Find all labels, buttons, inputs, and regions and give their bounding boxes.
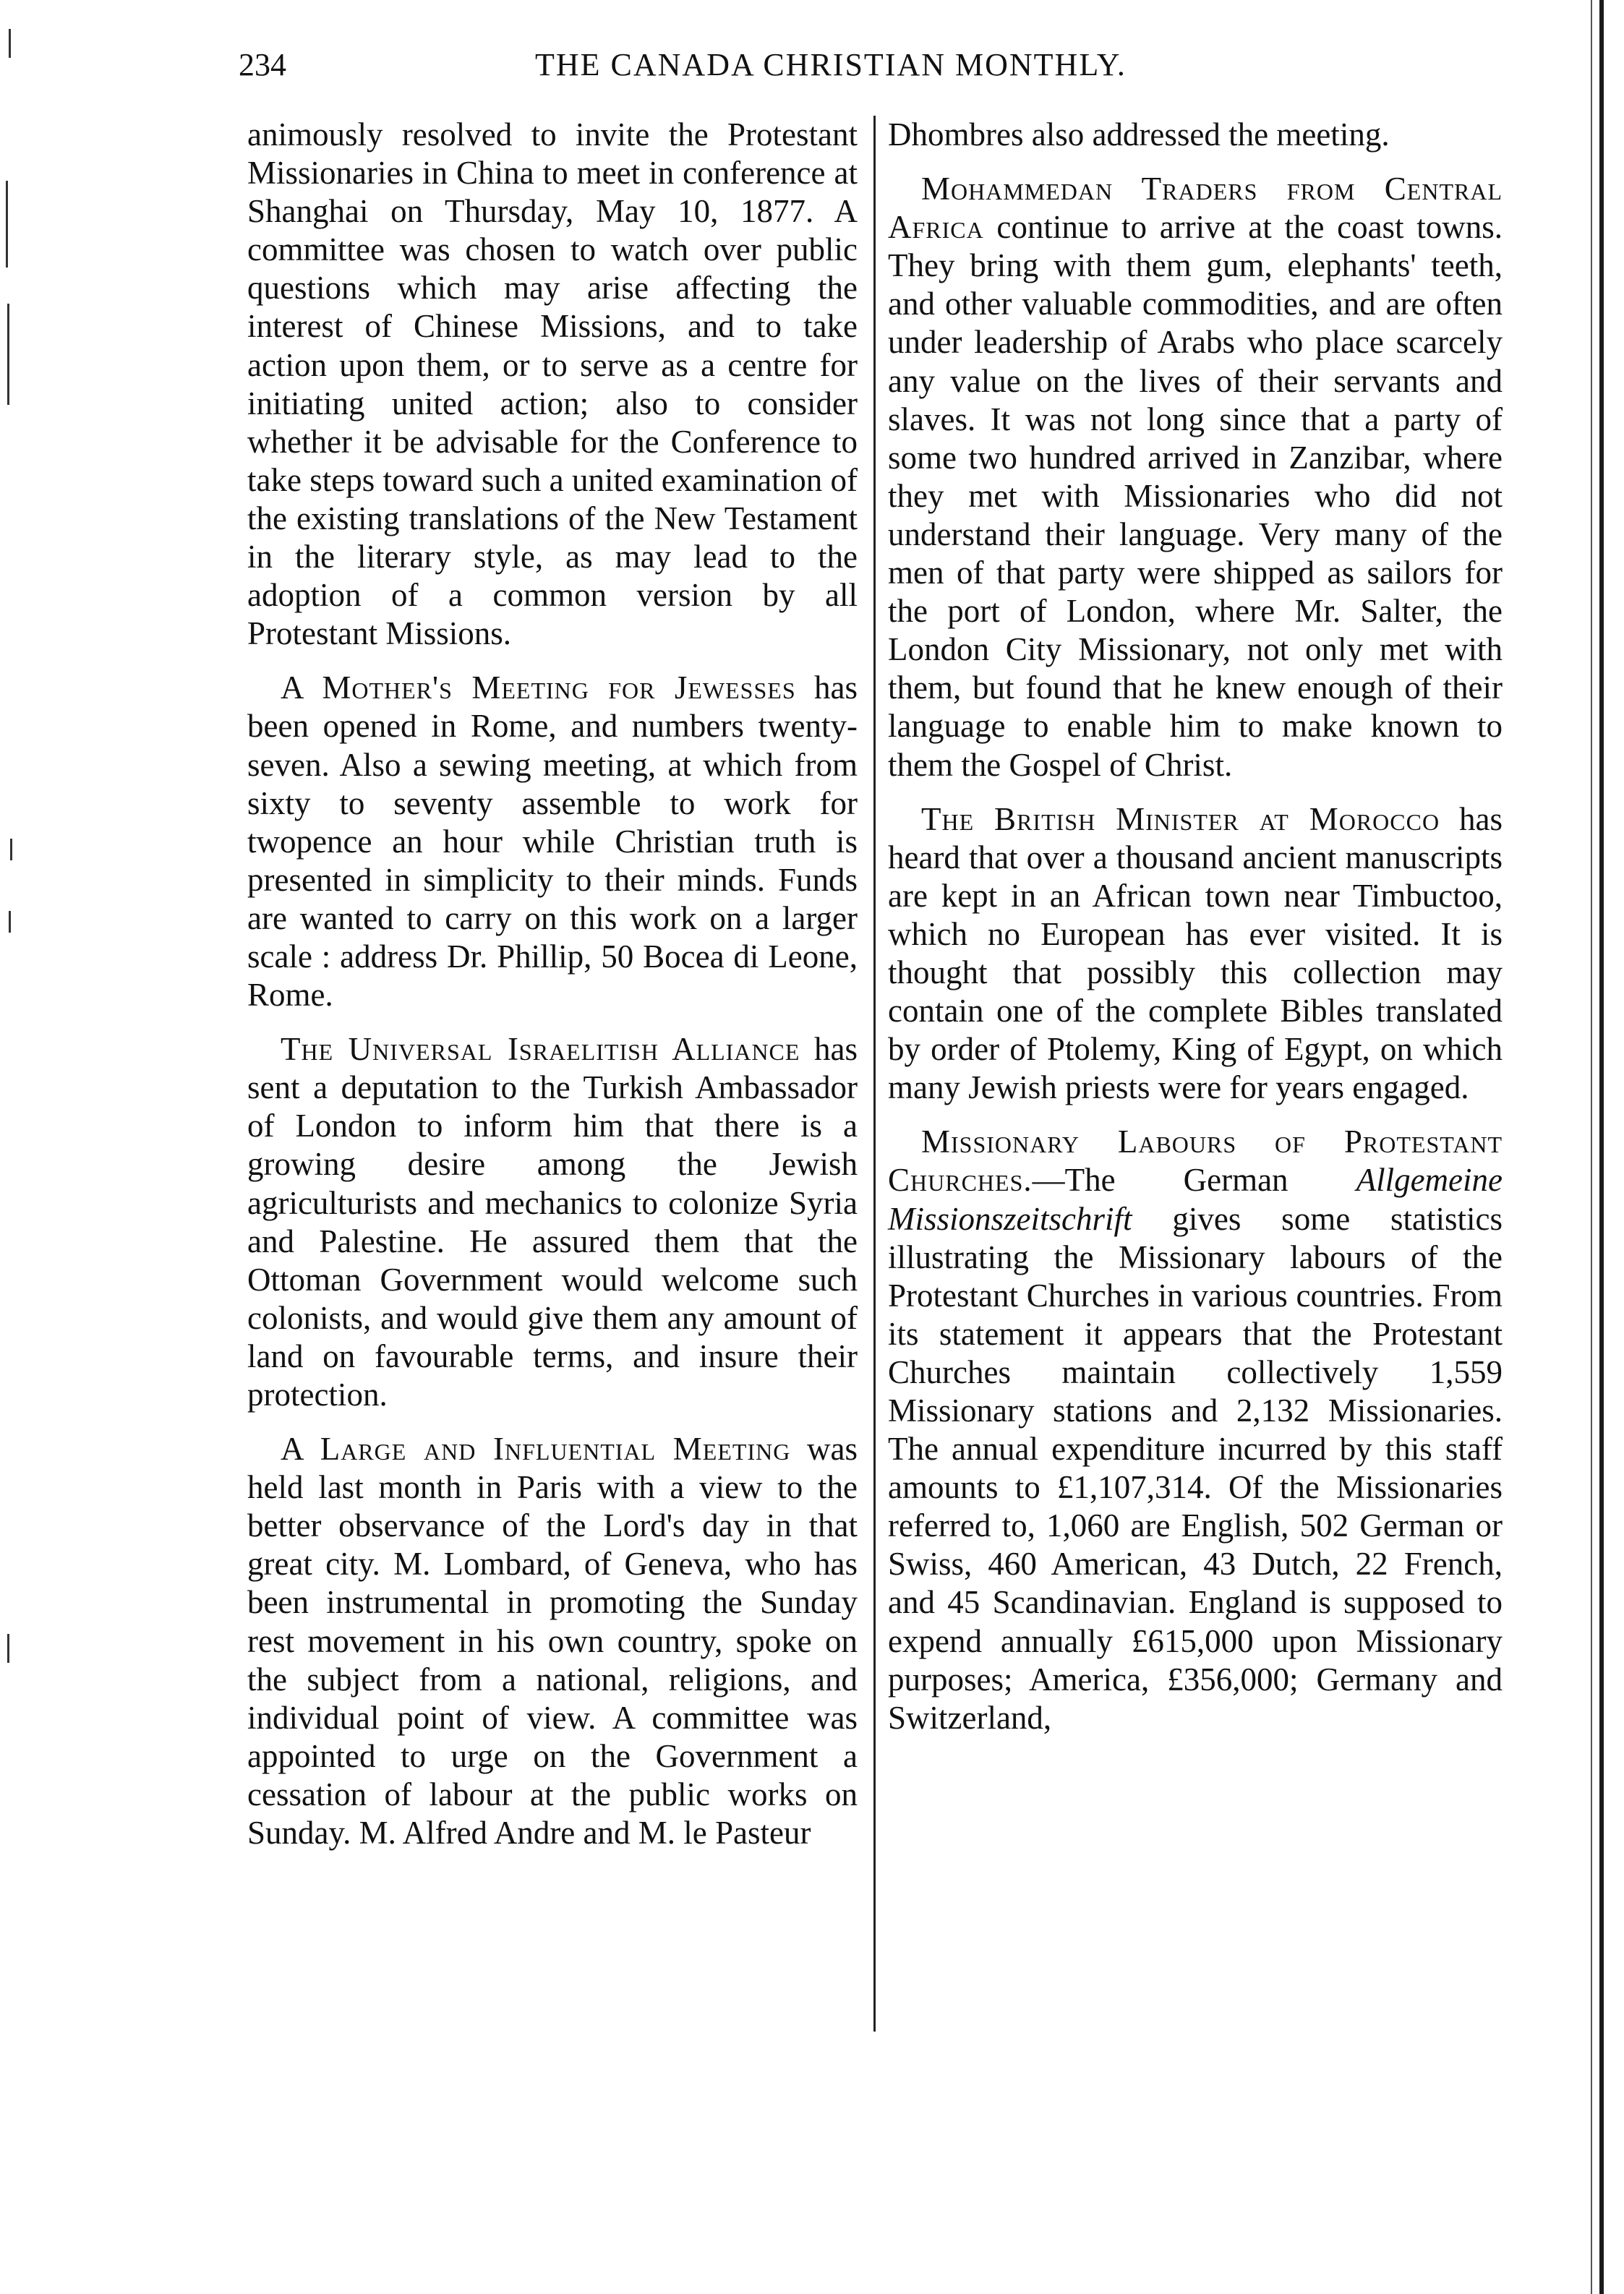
column-divider [873,116,876,2032]
paragraph-heading: Mohammedan Traders from Central Africa [888,171,1503,246]
margin-mark [6,181,8,268]
paragraph-british-minister [888,800,1503,1108]
paragraph-heading: A Mother's Meeting for Jewesses [281,669,796,706]
paragraph-missionary-labours [888,1123,1503,1737]
paragraph-china-conference: animously resolved to invite the Protestant Missionaries in China to meet in conference at Shanghai on Thursday, May 10, 1877. A committee was chosen to watch over public questions which may arise affecting the interest of Chinese Missions, and to take action upon them, or to serve as a centre for initiating united action; also to consider whether it be advisable for the Conference to take steps toward such a united examination of the existing translations of the New Testament in the literary style, as may lead to the adoption of a common version by all Protestant Missions. [247,116,858,652]
page-header [239,46,1359,90]
scan-edge-border [1599,0,1604,2294]
margin-mark [10,839,12,860]
paragraph-heading: The British Minister at Morocco [921,800,1440,837]
right-column [888,116,1503,1753]
paragraph-paris-meeting [247,1430,858,1852]
margin-mark [7,1634,9,1663]
paragraph-body: —The German [1032,1162,1356,1199]
paragraph-heading: Missionary Labours of Protestant Churches. [888,1124,1503,1199]
paragraph-body: gives some statistics illustrating the Missionary labours of the Protestant Churches in various countries. From its statement it appears that the Protestant Churches maintain collectively 1,559 Missionary stations and 2,132 Missionaries. The annual expenditure incurred by this staff amounts to £1,107,314. Of the Missionaries referred to, 1,060 are English, 502 German or Swiss, 460 American, 43 Dutch, 22 French, and 45 Scandinavian. England is supposed to expend annually £615,000 upon Missionary purposes; America, £356,000; Germany and Switzerland, [888,1200,1503,1736]
paragraph-body: has been opened in Rome, and numbers twenty-seven. Also a sewing meeting, at which from sixty to seventy assemble to work for twopence an hour while Christian truth is presented in simplicity to their minds. Funds are wanted to carry on this work on a larger scale : address Dr. Phillip, 50 Bocea di Leone, Rome. [247,669,858,1014]
left-column [247,116,858,1868]
margin-mark [9,911,11,933]
page-number: 234 [239,47,286,82]
paragraph-israelitish-alliance [247,1030,858,1414]
margin-mark [9,29,11,58]
paragraph-body: continue to arrive at the coast towns. They bring with them gum, elephants' teeth, and other valuable commodities, and are often under leadership of Arabs who place scarcely any value on the lives of their servants and slaves. It was not long since that a party of some two hundred arrived in Zanzibar, where they met with Missionaries who did not understand their language. Very many of the men of that party were shipped as sailors for the port of London, where Mr. Salter, the London City Missionary, not only met with them, but found that he knew enough of their language to enable him to make known to them the Gospel of Christ. [888,209,1503,783]
scan-edge-line [1591,0,1592,2294]
paragraph-body: has sent a deputation to the Turkish Ambassador of London to inform him that there is a growing desire among the Jewish agriculturists and mechanics to colonize Syria and Palestine. He assured them that the Ottoman Government would welcome such colonists, and would give them any amount of land on favourable terms, and insure their protection. [247,1031,858,1413]
paragraph-dhombres: Dhombres also addressed the meeting. [888,116,1390,153]
paragraph-mothers-meeting [247,669,858,1014]
running-title: THE CANADA CHRISTIAN MONTHLY. [535,47,1127,82]
paragraph-heading: A Large and Influential Meeting [281,1431,791,1468]
paragraph-heading: The Universal Israelitish Alliance [281,1031,800,1068]
margin-mark [7,304,9,405]
paragraph-mohammedan-traders [888,170,1503,784]
publication-title: Allgemeine Missionszeitschrift [888,1162,1503,1237]
paragraph-body: has heard that over a thousand ancient manuscripts are kept in an African town near Timbuctoo, which no European has ever visited. It is thought that possibly this collection may contain one of the complete Bibles translated by order of Ptolemy, King of Egypt, on which many Jewish priests were for years engaged. [888,800,1503,1106]
paragraph-body: was held last month in Paris with a view to the better observance of the Lord's day in that great city. M. Lombard, of Geneva, who has been instrumental in promoting the Sunday rest movement in his own country, spoke on the subject from a national, religions, and individual point of view. A committee was appointed to urge on the Government a cessation of labour at the public works on Sunday. M. Alfred Andre and M. le Pasteur [247,1431,858,1852]
